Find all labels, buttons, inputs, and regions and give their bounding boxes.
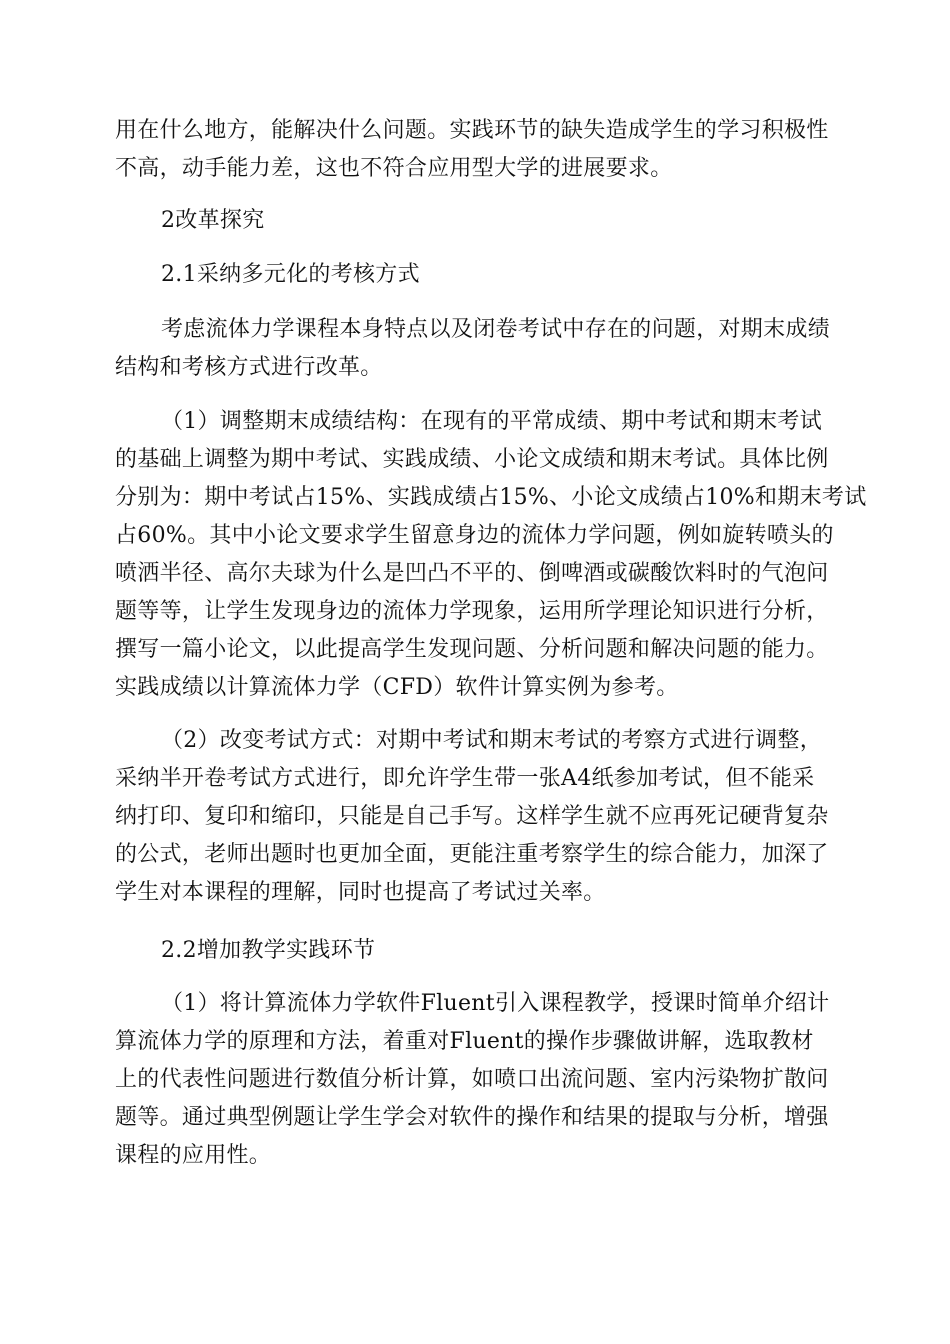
subsection-heading [115, 256, 837, 294]
text-line: 不高，动手能力差，这也不符合应用型大学的进展要求。 [115, 156, 673, 181]
text-line: 纳打印、复印和缩印，只能是自己手写。这样学生就不应再死记硬背复杂 [115, 804, 829, 829]
paragraph [115, 985, 837, 1175]
text-line: 的基础上调整为期中考试、实践成绩、小论文成绩和期末考试。具体比例 [115, 447, 829, 472]
text-line: 结构和考核方式进行改革。 [115, 355, 383, 380]
text-line: 题等。通过典型例题让学生学会对软件的操作和结果的提取与分析，增强 [115, 1105, 829, 1130]
paragraph [115, 311, 837, 387]
text-line: 考虑流体力学课程本身特点以及闭卷考试中存在的问题，对期末成绩 [161, 317, 831, 342]
text-line: 用在什么地方，能解决什么问题。实践环节的缺失造成学生的学习积极性 [115, 118, 829, 143]
text-line: 占60%。其中小论文要求学生留意身边的流体力学问题，例如旋转喷头的 [115, 523, 834, 548]
heading-text: 2改革探究 [161, 208, 265, 233]
text-line: 题等等，让学生发现身边的流体力学现象，运用所学理论知识进行分析， [115, 599, 829, 624]
text-line: 实践成绩以计算流体力学（CFD）软件计算实例为参考。 [115, 675, 679, 700]
subsection-heading [115, 932, 837, 970]
text-line: 采纳半开卷考试方式进行，即允许学生带一张A4纸参加考试，但不能采 [115, 766, 815, 791]
text-line: （2）改变考试方式：对期中考试和期末考试的考察方式进行调整， [161, 728, 822, 753]
heading-text: 2.1采纳多元化的考核方式 [161, 262, 420, 287]
text-line: （1）将计算流体力学软件Fluent引入课程教学，授课时简单介绍计 [161, 991, 830, 1016]
text-line: 喷洒半径、高尔夫球为什么是凹凸不平的、倒啤酒或碳酸饮料时的气泡问 [115, 561, 829, 586]
text-line: （1）调整期末成绩结构：在现有的平常成绩、期中考试和期末考试 [161, 409, 822, 434]
text-line: 撰写一篇小论文，以此提高学生发现问题、分析问题和解决问题的能力。 [115, 637, 829, 662]
text-line: 学生对本课程的理解，同时也提高了考试过关率。 [115, 880, 606, 905]
text-line: 上的代表性问题进行数值分析计算，如喷口出流问题、室内污染物扩散问 [115, 1067, 829, 1092]
text-line: 的公式，老师出题时也更加全面，更能注重考察学生的综合能力，加深了 [115, 842, 829, 867]
section-heading [115, 202, 837, 240]
text-line: 算流体力学的原理和方法，着重对Fluent的操作步骤做讲解，选取教材 [115, 1029, 814, 1054]
heading-text: 2.2增加教学实践环节 [161, 938, 376, 963]
paragraph [115, 403, 867, 707]
text-line: 分别为：期中考试占15%、实践成绩占15%、小论文成绩占10%和期末考试 [115, 485, 867, 510]
paragraph [115, 722, 837, 912]
paragraph-continuation [115, 112, 837, 188]
text-line: 课程的应用性。 [115, 1143, 272, 1168]
